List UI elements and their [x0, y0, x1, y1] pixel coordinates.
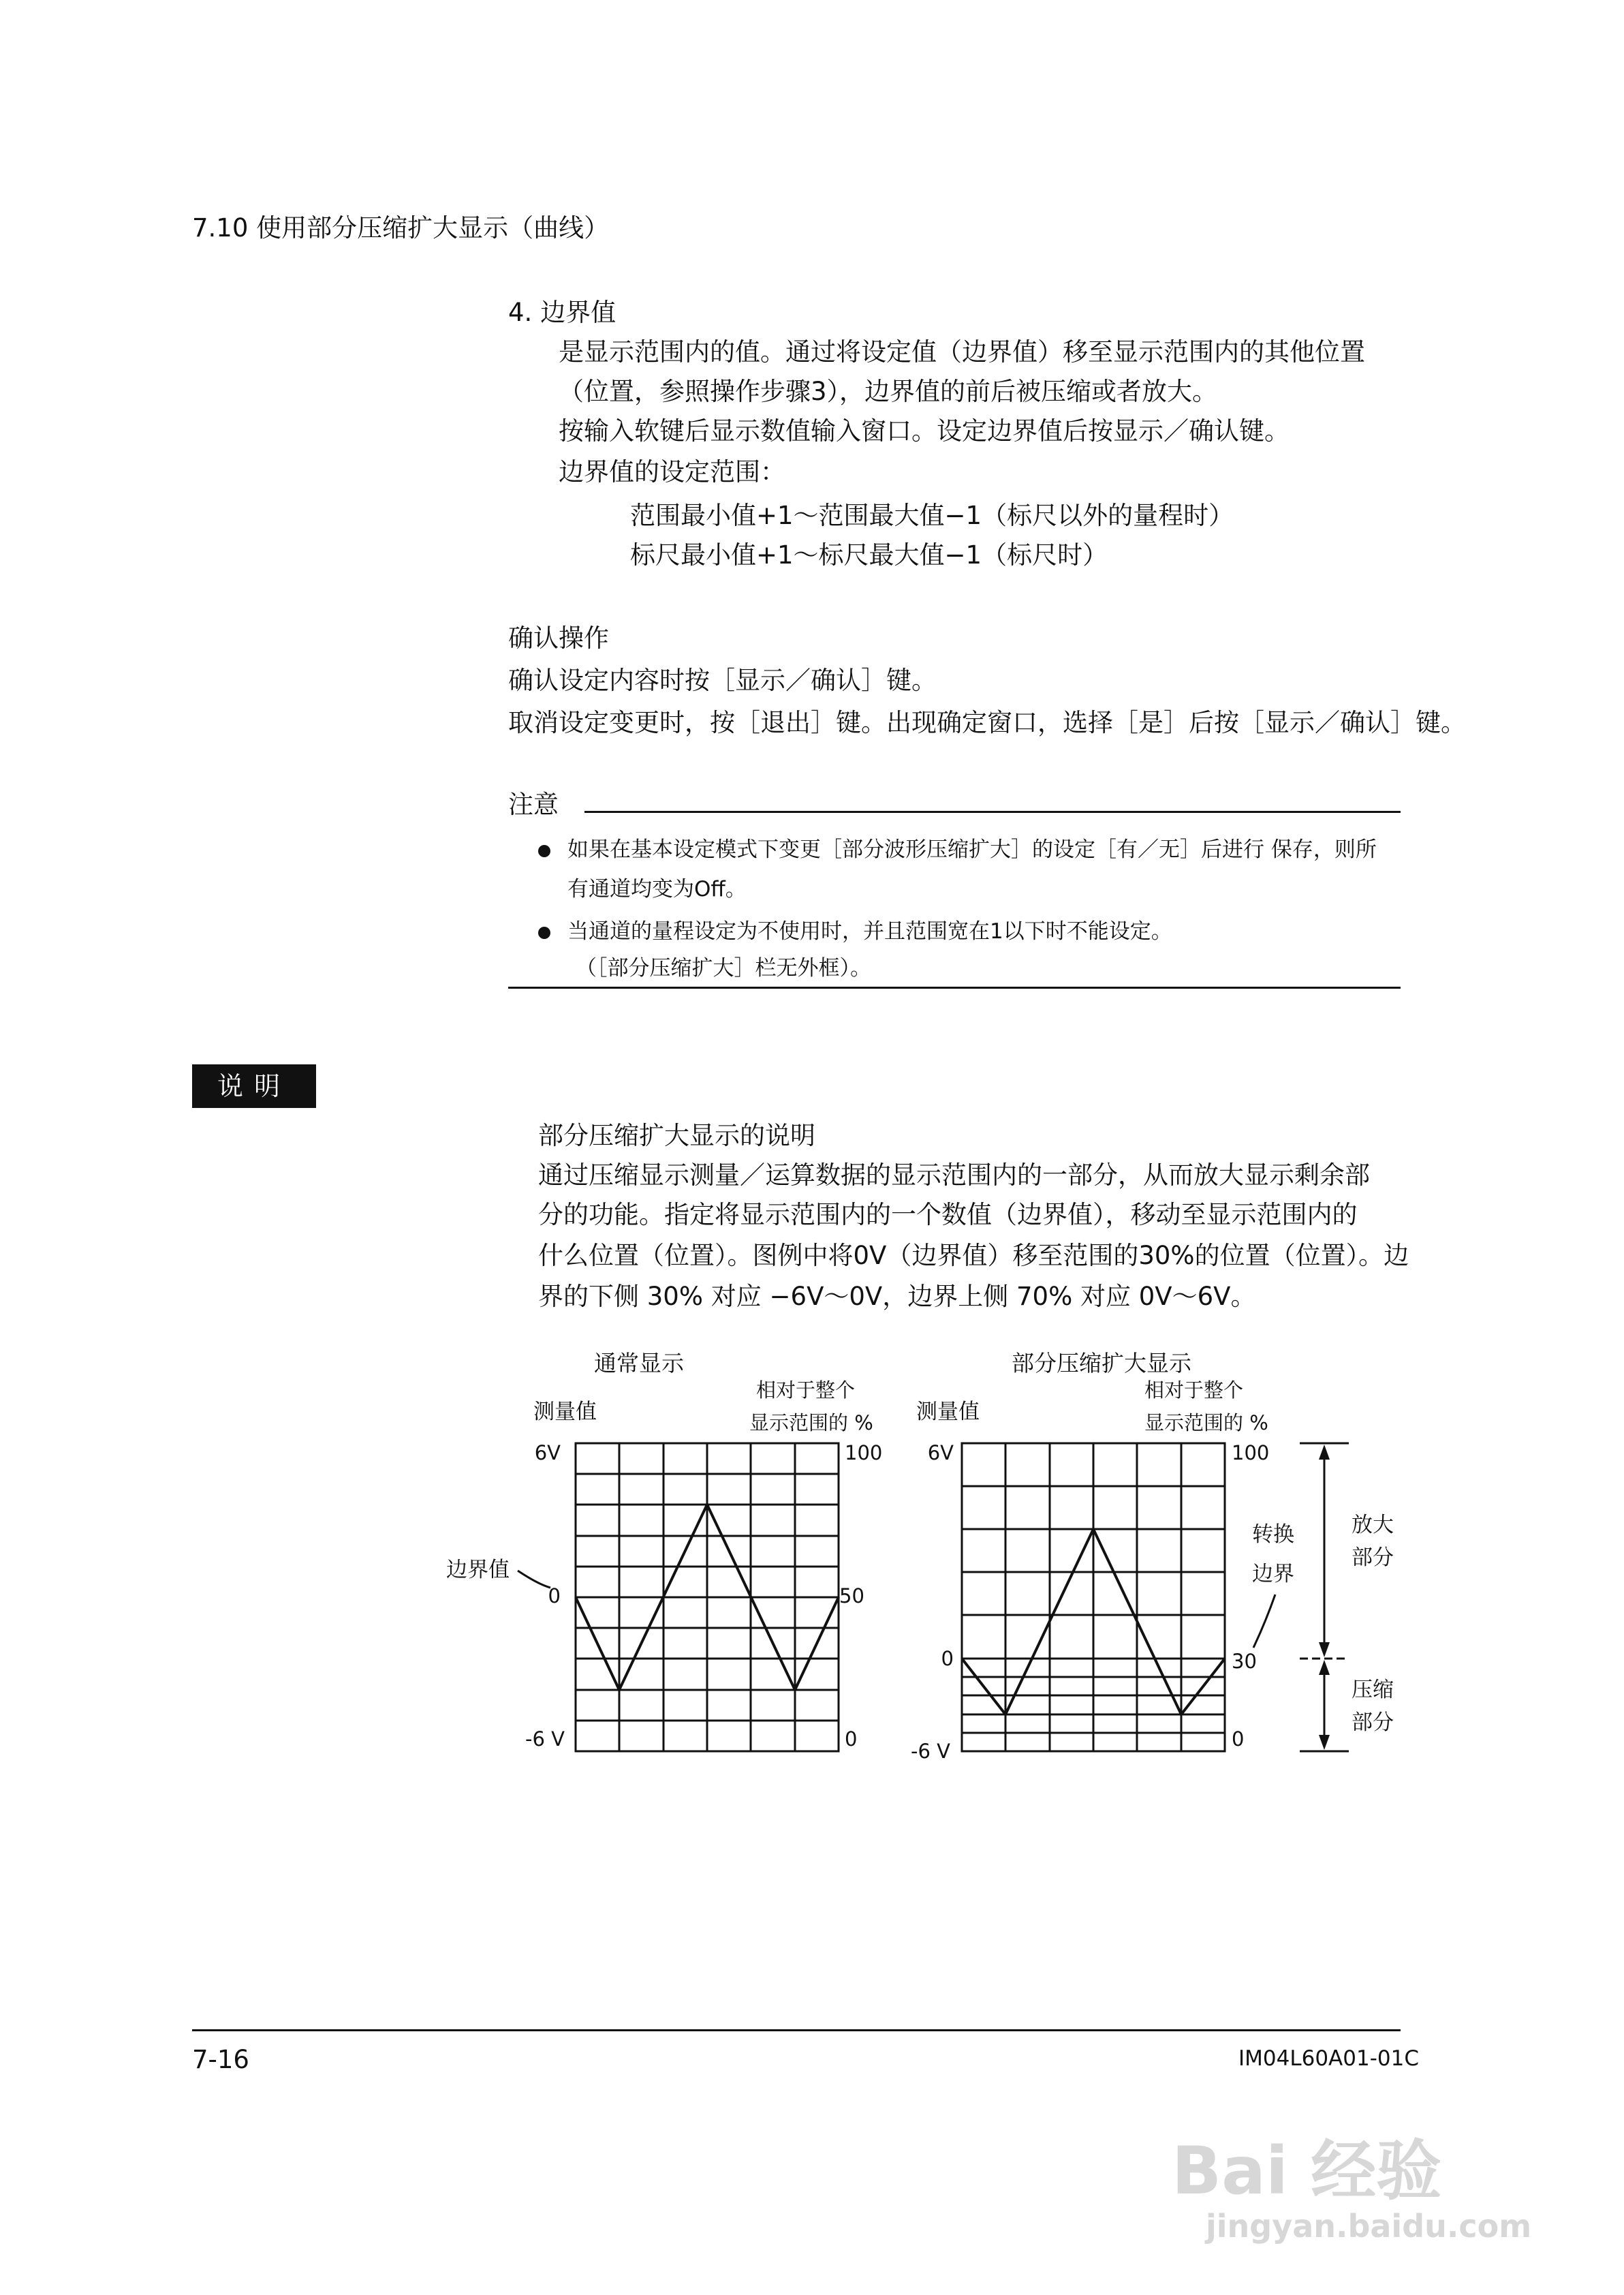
switch-boundary-label: 转换: [1252, 1522, 1294, 1547]
doc-id: IM04L60A01-01C: [1238, 2046, 1419, 2071]
expand-part-label: 部分: [1352, 1545, 1394, 1570]
left-pct-mid: 50: [839, 1584, 864, 1607]
right-right-label: 相对于整个: [1144, 1378, 1244, 1402]
explanation-line: 什么位置（位置）。图例中将0V（边界值）移至范围的30%的位置（位置）。边: [538, 1241, 1409, 1270]
footer-rule: [192, 2029, 1401, 2031]
confirm-line: 取消设定变更时，按［退出］键。出现确定窗口，选择［是］后按［显示／确认］键。: [508, 708, 1466, 737]
step4-heading: 4. 边界值: [508, 298, 616, 327]
left-right-label: 显示范围的 %: [749, 1411, 873, 1434]
explanation-line: 界的下侧 30% 对应 −6V～0V，边界上侧 70% 对应 0V～6V。: [538, 1282, 1256, 1311]
watermark-brand: Bai 经验: [1172, 2133, 1442, 2209]
step4-range: 标尺最小值+1～标尺最大值−1（标尺时）: [630, 540, 1108, 570]
note-item-line: 有通道均变为Off。: [567, 877, 747, 902]
note-item-line: （［部分压缩扩大］栏无外框）。: [576, 956, 871, 981]
left-right-label: 相对于整个: [756, 1378, 856, 1402]
left-chart-grid: [576, 1443, 839, 1751]
explanation-line: 分的功能。指定将显示范围内的一个数值（边界值），移动至显示范围内的: [538, 1200, 1358, 1229]
compress-part-label: 部分: [1352, 1710, 1394, 1735]
left-y-label: 测量值: [533, 1400, 597, 1424]
expand-part-label: 放大: [1352, 1513, 1394, 1537]
confirm-heading: 确认操作: [508, 623, 609, 653]
confirm-line: 确认设定内容时按［显示／确认］键。: [508, 666, 937, 695]
left-chart-title: 通常显示: [594, 1350, 684, 1376]
step4-line: （位置，参照操作步骤3），边界值的前后被压缩或者放大。: [559, 377, 1218, 406]
section-title: 7.10 使用部分压缩扩大显示（曲线）: [192, 213, 610, 243]
right-bottom-value: -6 V: [911, 1740, 950, 1763]
page-number: 7-16: [192, 2045, 249, 2074]
left-mid-value: 0: [548, 1584, 561, 1607]
right-chart-grid: [962, 1443, 1225, 1751]
step4-line: 是显示范围内的值。通过将设定值（边界值）移至显示范围内的其他位置: [559, 337, 1365, 367]
left-bottom-value: -6 V: [525, 1727, 565, 1751]
right-chart-title: 部分压缩扩大显示: [1012, 1350, 1191, 1376]
step4-range: 范围最小值+1～范围最大值−1（标尺以外的量程时）: [630, 501, 1234, 530]
switch-leader-line: [1253, 1595, 1275, 1648]
right-mid-value: 0: [941, 1647, 954, 1670]
left-pct-top: 100: [845, 1441, 883, 1464]
note-item-line: 当通道的量程设定为不使用时，并且范围宽在1以下时不能设定。: [567, 919, 1172, 944]
boundary-value-label: 边界值: [446, 1558, 510, 1582]
right-pct-bottom: 0: [1232, 1727, 1245, 1751]
left-pct-bottom: 0: [845, 1727, 858, 1751]
explanation-line: 通过压缩显示测量／运算数据的显示范围内的一部分，从而放大显示剩余部: [538, 1160, 1370, 1190]
right-pct-mid: 30: [1232, 1650, 1257, 1673]
step4-line: 按输入软键后显示数值输入窗口。设定边界值后按显示／确认键。: [559, 416, 1290, 446]
watermark-url: jingyan.baidu.com: [1206, 2208, 1532, 2245]
note-item-line: 如果在基本设定模式下变更［部分波形压缩扩大］的设定［有／无］后进行 保存，则所: [567, 837, 1377, 862]
explanation-badge: 说明: [192, 1064, 316, 1108]
boundary-leader-line: [518, 1571, 550, 1588]
region-bracket: [1300, 1443, 1349, 1751]
right-top-value: 6V: [927, 1441, 954, 1464]
right-pct-top: 100: [1232, 1441, 1270, 1464]
right-y-label: 测量值: [916, 1400, 980, 1424]
explanation-heading: 部分压缩扩大显示的说明: [538, 1121, 815, 1150]
step4-line: 边界值的设定范围：: [559, 457, 785, 487]
left-top-value: 6V: [534, 1441, 561, 1464]
note-title: 注意: [508, 790, 559, 819]
switch-boundary-label: 边界: [1252, 1562, 1294, 1586]
right-right-label: 显示范围的 %: [1144, 1411, 1268, 1434]
compress-part-label: 压缩: [1352, 1678, 1394, 1702]
